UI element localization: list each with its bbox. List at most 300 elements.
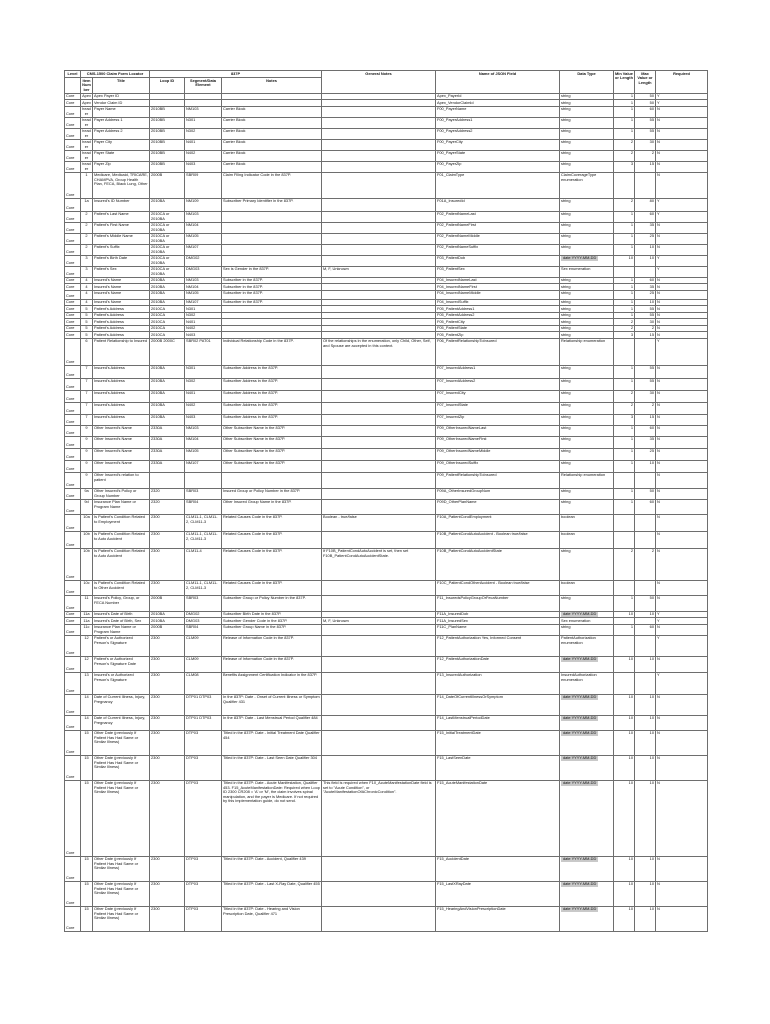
table-cell-title: Date of Current Illness, Injury, Pregnancy bbox=[93, 715, 150, 730]
table-cell-min: 10 bbox=[614, 780, 635, 856]
table-cell-loop-id: 2010CA bbox=[150, 325, 185, 332]
table-cell-loop-id: 2010CA bbox=[150, 306, 185, 313]
table-cell-max: 60 bbox=[635, 499, 656, 514]
table-cell-title: Other Insured's Name bbox=[93, 448, 150, 460]
table-cell-title: Payer State bbox=[93, 150, 150, 161]
table-cell-max: 55 bbox=[635, 378, 656, 390]
table-cell-min bbox=[614, 672, 635, 694]
table-cell-data-type: boolean bbox=[560, 531, 614, 548]
date-type-highlight: date YYYY-MM-DD bbox=[563, 780, 597, 785]
table-cell-max: 50 bbox=[635, 595, 656, 611]
table-cell-min: 10 bbox=[614, 881, 635, 906]
table-row bbox=[65, 244, 708, 255]
table-cell-data-type bbox=[560, 780, 614, 856]
table-cell-level: Core bbox=[65, 414, 81, 425]
table-cell-level: Core bbox=[65, 611, 81, 618]
table-cell-837p-notes: Subscriber Group Name in the 837P. bbox=[222, 624, 322, 635]
table-cell-min bbox=[614, 338, 635, 365]
table-cell-data-type bbox=[560, 730, 614, 755]
table-cell-item-number: 11a bbox=[81, 611, 93, 618]
table-cell-max: 50 bbox=[635, 488, 656, 499]
table-cell-title: Payer Address 2 bbox=[93, 128, 150, 139]
table-cell-title: Is Patient's Condition Related to Other Accident bbox=[93, 580, 150, 595]
table-cell-title: Other Date (previously If Patient Has Had Same or Similar Illness) bbox=[93, 730, 150, 755]
date-type-highlight: date YYYY-MM-DD bbox=[563, 715, 597, 720]
table-cell-json-field: F15_AccidentDate bbox=[436, 856, 560, 881]
table-cell-title: Patient's Last Name bbox=[93, 211, 150, 222]
table-cell-item-number: 5 bbox=[81, 332, 93, 339]
table-cell-segment: N302 bbox=[185, 378, 222, 390]
table-cell-title: Patient's Middle Name bbox=[93, 233, 150, 244]
table-cell-json-field: F03_PatientDob bbox=[436, 255, 560, 266]
table-cell-item-number: 7 bbox=[81, 378, 93, 390]
table-cell-max bbox=[635, 635, 656, 656]
table-cell-title: Insured's ID Number bbox=[93, 198, 150, 211]
table-cell-title: Other Date (previously If Patient Has Had Same or Similar Illness) bbox=[93, 856, 150, 881]
table-cell-data-type bbox=[560, 906, 614, 931]
table-cell-level: Core bbox=[65, 906, 81, 931]
table-cell-level: Core bbox=[65, 402, 81, 414]
table-cell-min: 3 bbox=[614, 332, 635, 339]
table-cell-general-notes bbox=[322, 694, 436, 715]
table-cell-max: 30 bbox=[635, 390, 656, 402]
table-cell-general-notes bbox=[322, 755, 436, 780]
table-cell-json-field: Apex_PayerId bbox=[436, 93, 560, 100]
table-cell-837p-notes: Release of Information Code in the 837P. bbox=[222, 635, 322, 656]
table-cell-max: 10 bbox=[635, 780, 656, 856]
table-cell-max: 30 bbox=[635, 319, 656, 326]
header-required: Required bbox=[656, 71, 708, 94]
table-cell-min: 1 bbox=[614, 244, 635, 255]
table-cell-min: 1 bbox=[614, 312, 635, 319]
table-cell-json-field: F05_PatientState bbox=[436, 325, 560, 332]
table-cell-min: 3 bbox=[614, 161, 635, 172]
table-cell-loop-id: 2300 bbox=[150, 672, 185, 694]
table-cell-min: 1 bbox=[614, 211, 635, 222]
table-cell-loop-id: 2010BA bbox=[150, 618, 185, 625]
table-cell-level: Core bbox=[65, 266, 81, 277]
table-cell-data-type: string bbox=[560, 306, 614, 313]
table-cell-json-field: F01_ClaimType bbox=[436, 172, 560, 198]
table-cell-max: 2 bbox=[635, 402, 656, 414]
table-cell-json-field: F09_OtherInsuredNameFirst bbox=[436, 436, 560, 448]
table-cell-level: Core bbox=[65, 580, 81, 595]
table-cell-segment: N301 bbox=[185, 306, 222, 313]
table-cell-required: N bbox=[656, 172, 708, 198]
table-cell-title: Insured's or Authorized Person's Signature bbox=[93, 672, 150, 694]
table-row bbox=[65, 172, 708, 198]
table-cell-loop-id: 2010CA or 2010BA bbox=[150, 222, 185, 233]
table-cell-min: 10 bbox=[614, 656, 635, 672]
table-cell-max: 55 bbox=[635, 117, 656, 128]
table-cell-item-number: 9d bbox=[81, 499, 93, 514]
table-cell-837p-notes: Related Causes Code in the 837P. bbox=[222, 548, 322, 580]
table-cell-json-field: F01A_InsuredId bbox=[436, 198, 560, 211]
table-cell-general-notes bbox=[322, 244, 436, 255]
table-cell-general-notes bbox=[322, 672, 436, 694]
table-cell-general-notes bbox=[322, 595, 436, 611]
table-cell-required: N bbox=[656, 319, 708, 326]
table-row bbox=[65, 881, 708, 906]
table-cell-data-type: string bbox=[560, 499, 614, 514]
table-cell-max: 10 bbox=[635, 715, 656, 730]
table-cell-segment: N302 bbox=[185, 128, 222, 139]
table-cell-item-number: 5 bbox=[81, 325, 93, 332]
table-cell-loop-id: 2010CA or 2010BA bbox=[150, 211, 185, 222]
table-cell-level: Core bbox=[65, 425, 81, 436]
table-cell-required: Y bbox=[656, 672, 708, 694]
table-cell-data-type: string bbox=[560, 139, 614, 150]
table-cell-json-field: F05_PatientAddress2 bbox=[436, 312, 560, 319]
table-cell-level: Core bbox=[65, 635, 81, 656]
table-cell-title: Medicare, Medicaid, TRICARE, CHAMPVA, Group Health Plan, FECA, Black Lung, Other bbox=[93, 172, 150, 198]
table-cell-loop-id: 2330A bbox=[150, 448, 185, 460]
table-cell-min bbox=[614, 266, 635, 277]
table-cell-item-number: 11c bbox=[81, 624, 93, 635]
table-cell-level: Core bbox=[65, 378, 81, 390]
table-cell-item-number: header bbox=[82, 117, 91, 127]
table-cell-loop-id: 2010CA or 2010BA bbox=[150, 244, 185, 255]
table-cell-segment: DMG03 bbox=[185, 618, 222, 625]
table-cell-json-field: F00_PayerCity bbox=[436, 139, 560, 150]
table-cell-segment: CLM08 bbox=[185, 672, 222, 694]
table-cell-required: N bbox=[656, 881, 708, 906]
table-cell-required: N bbox=[656, 325, 708, 332]
table-cell-max: 25 bbox=[635, 290, 656, 299]
table-cell-837p-notes: Subscriber Address in the 837P. bbox=[222, 365, 322, 378]
table-cell-data-type: string bbox=[560, 93, 614, 100]
table-cell-general-notes: This field is required when F10_AcuteManifestationDate field is set to "Acute Condition", or "AcuteManifestationOfAChronicCondition". bbox=[322, 780, 436, 856]
table-cell-data-type bbox=[560, 694, 614, 715]
table-cell-max: 10 bbox=[635, 611, 656, 618]
table-cell-title: Patient's Address bbox=[93, 312, 150, 319]
table-cell-max bbox=[635, 672, 656, 694]
table-cell-json-field: F11A_InsuredDob bbox=[436, 611, 560, 618]
table-cell-837p-notes: Subscriber in the 837P. bbox=[222, 284, 322, 291]
table-cell-segment: NM103 bbox=[185, 211, 222, 222]
header-segment: Segment/Data Element bbox=[185, 78, 222, 94]
table-cell-general-notes: If F10B_PatientCondAutoAccident is set, then set F10B_PatientCondAutoAccidentState. bbox=[322, 548, 436, 580]
table-row bbox=[65, 595, 708, 611]
table-row bbox=[65, 580, 708, 595]
table-cell-segment: N403 bbox=[185, 161, 222, 172]
table-cell-segment: DTP03 bbox=[185, 730, 222, 755]
table-cell-required: N bbox=[656, 448, 708, 460]
table-cell-max: 10 bbox=[635, 906, 656, 931]
table-cell-loop-id: 2300 bbox=[150, 755, 185, 780]
table-cell-min: 1 bbox=[614, 290, 635, 299]
table-cell-title: Payer Name bbox=[93, 106, 150, 117]
table-cell-loop-id: 2010BA bbox=[150, 378, 185, 390]
table-cell-max bbox=[635, 580, 656, 595]
table-cell-item-number: 2 bbox=[81, 233, 93, 244]
table-row bbox=[65, 436, 708, 448]
table-cell-title: Patient's Birth Date bbox=[93, 255, 150, 266]
table-cell-max: 10 bbox=[635, 856, 656, 881]
table-cell-837p-notes bbox=[222, 233, 322, 244]
table-cell-max: 60 bbox=[635, 425, 656, 436]
table-cell-general-notes bbox=[322, 365, 436, 378]
header-title: Title bbox=[93, 78, 150, 94]
table-row bbox=[65, 624, 708, 635]
table-cell-general-notes bbox=[322, 106, 436, 117]
table-cell-segment: NM105 bbox=[185, 233, 222, 244]
table-cell-segment: NM104 bbox=[185, 284, 222, 291]
table-cell-general-notes bbox=[322, 402, 436, 414]
table-cell-segment: DTP03 bbox=[185, 856, 222, 881]
table-cell-837p-notes: Related Causes Code in the 837P. bbox=[222, 514, 322, 531]
table-cell-max: 10 bbox=[635, 255, 656, 266]
table-cell-data-type: string bbox=[560, 365, 614, 378]
table-cell-level: Core bbox=[65, 365, 81, 378]
table-cell-loop-id: 2010BB bbox=[150, 128, 185, 139]
table-row bbox=[65, 635, 708, 656]
table-cell-json-field: F02_PatientNameLast bbox=[436, 211, 560, 222]
table-cell-title: Is Patient's Condition Related to Auto Accident bbox=[93, 548, 150, 580]
table-cell-segment: N401 bbox=[185, 139, 222, 150]
table-cell-json-field: F02_PatientNameSuffix bbox=[436, 244, 560, 255]
table-cell-general-notes bbox=[322, 198, 436, 211]
table-cell-max: 35 bbox=[635, 284, 656, 291]
table-cell-general-notes bbox=[322, 128, 436, 139]
table-cell-level: Core bbox=[65, 244, 81, 255]
table-cell-level: Core bbox=[65, 656, 81, 672]
table-cell-general-notes bbox=[322, 436, 436, 448]
table-row bbox=[65, 390, 708, 402]
table-cell-json-field: F11C_PlanName bbox=[436, 624, 560, 635]
table-cell-json-field: F15_AcuteManifestationDate bbox=[436, 780, 560, 856]
table-cell-loop-id: 2010CA or 2010BA bbox=[150, 255, 185, 266]
table-cell-segment: NM103 bbox=[185, 277, 222, 284]
table-cell-title: Patient's Suffix bbox=[93, 244, 150, 255]
table-cell-837p-notes: Other Subscriber Name in the 837P. bbox=[222, 436, 322, 448]
table-cell-837p-notes: Individual Relationship Code in the 837P. bbox=[222, 338, 322, 365]
table-cell-segment: SBR03 bbox=[185, 488, 222, 499]
table-cell-data-type bbox=[560, 656, 614, 672]
table-cell-837p-notes: Titled in the 837P: Date - Acute Manifestation, Qualifier 453. F15_AcuteManifestationDate: Required when Loop ID 2300 CR208 = 'A' or 'M', the claim involves spinal manipulation, and the payer is Medicare. If not required by this implementation guide, do not send. bbox=[222, 780, 322, 856]
table-cell-title: Insured's Name bbox=[93, 299, 150, 306]
table-cell-general-notes bbox=[322, 488, 436, 499]
table-cell-max: 15 bbox=[635, 161, 656, 172]
table-cell-segment: N403 bbox=[185, 332, 222, 339]
table-cell-json-field: F14_LastMenstrualPeriodDate bbox=[436, 715, 560, 730]
table-cell-data-type: InsuredAuthorization enumeration bbox=[560, 672, 614, 694]
table-cell-min: 1 bbox=[614, 595, 635, 611]
table-cell-segment: NM109 bbox=[185, 198, 222, 211]
header-json-field: Name of JSON Field bbox=[436, 71, 560, 94]
table-cell-general-notes bbox=[322, 139, 436, 150]
table-cell-loop-id: 2000B 2000C bbox=[150, 338, 185, 365]
table-row bbox=[65, 139, 708, 150]
table-cell-json-field: F02_PatientNameMiddle bbox=[436, 233, 560, 244]
table-cell-json-field: F00_PayerState bbox=[436, 150, 560, 161]
table-cell-level: Core bbox=[65, 312, 81, 319]
table-cell-json-field: F15_InitialTreatmentDate bbox=[436, 730, 560, 755]
table-cell-max: 25 bbox=[635, 448, 656, 460]
table-cell-max: 60 bbox=[635, 277, 656, 284]
table-cell-general-notes: M, F, Unknown bbox=[322, 618, 436, 625]
table-cell-json-field: F07_InsuredCity bbox=[436, 390, 560, 402]
table-cell-level: Core bbox=[65, 472, 81, 488]
table-cell-required: N bbox=[656, 222, 708, 233]
table-cell-level: Core bbox=[65, 128, 81, 139]
table-cell-loop-id: 2010BA bbox=[150, 284, 185, 291]
table-cell-required: N bbox=[656, 365, 708, 378]
table-cell-required: N bbox=[656, 856, 708, 881]
table-cell-item-number: 5 bbox=[81, 319, 93, 326]
table-cell-required: N bbox=[656, 402, 708, 414]
table-cell-segment: N402 bbox=[185, 150, 222, 161]
table-cell-837p-notes: Benefits Assignment Certification Indicator in the 837P. bbox=[222, 672, 322, 694]
table-cell-general-notes bbox=[322, 211, 436, 222]
table-cell-min: 1 bbox=[614, 93, 635, 100]
table-cell-data-type: Sex enumeration bbox=[560, 266, 614, 277]
table-cell-max: 25 bbox=[635, 233, 656, 244]
table-cell-837p-notes: Titled in the 837P: Date - Initial Treatment Date Qualifier 454 bbox=[222, 730, 322, 755]
date-type-highlight: date YYYY-MM-DD bbox=[563, 881, 597, 886]
header-cms-locator: CMS-1500 Claim Form Locator bbox=[81, 71, 150, 78]
table-cell-item-number: 11 bbox=[81, 595, 93, 611]
header-max: Max Value or Length bbox=[635, 71, 656, 94]
table-cell-required: N bbox=[656, 233, 708, 244]
table-cell-837p-notes: Related Causes Code in the 837P. bbox=[222, 531, 322, 548]
table-cell-json-field: F07_InsuredState bbox=[436, 402, 560, 414]
table-cell-837p-notes: Other Subscriber Name in the 837P. bbox=[222, 425, 322, 436]
table-cell-837p-notes: Titled in the 837P: Date - Hearing and Vision Prescription Date, Qualifier 471 bbox=[222, 906, 322, 931]
table-cell-general-notes bbox=[322, 499, 436, 514]
table-cell-required: N bbox=[656, 531, 708, 548]
table-cell-837p-notes: Subscriber in the 837P. bbox=[222, 277, 322, 284]
table-cell-item-number: 12 bbox=[81, 635, 93, 656]
table-cell-required: N bbox=[656, 414, 708, 425]
table-cell-837p-notes bbox=[222, 211, 322, 222]
header-data-type: Data Type bbox=[560, 71, 614, 94]
table-cell-loop-id bbox=[150, 472, 185, 488]
table-cell-title: Insured's Name bbox=[93, 277, 150, 284]
table-cell-837p-notes: Other Insured Group Name in the 837P. bbox=[222, 499, 322, 514]
table-cell-level: Core bbox=[65, 694, 81, 715]
table-cell-json-field: F09_OtherInsuredNameLast bbox=[436, 425, 560, 436]
table-cell-min: 1 bbox=[614, 378, 635, 390]
header-item-number: Item Number bbox=[82, 77, 91, 92]
table-cell-segment: N402 bbox=[185, 402, 222, 414]
table-cell-general-notes bbox=[322, 425, 436, 436]
table-cell-min: 2 bbox=[614, 325, 635, 332]
table-cell-min bbox=[614, 635, 635, 656]
table-cell-segment: DTP01 DTP03 bbox=[185, 694, 222, 715]
table-cell-min: 10 bbox=[614, 906, 635, 931]
table-cell-loop-id: 2010BA bbox=[150, 390, 185, 402]
header-general-notes: General Notes bbox=[322, 71, 436, 94]
table-cell-data-type: string bbox=[560, 425, 614, 436]
table-cell-level: Core bbox=[65, 499, 81, 514]
table-row bbox=[65, 338, 708, 365]
table-header bbox=[65, 71, 708, 94]
table-cell-general-notes bbox=[322, 255, 436, 266]
table-cell-general-notes bbox=[322, 172, 436, 198]
table-cell-min: 1 bbox=[614, 624, 635, 635]
table-cell-required: Y bbox=[656, 255, 708, 266]
table-cell-json-field: F09_PatientRelationshipToInsured bbox=[436, 472, 560, 488]
table-cell-max: 55 bbox=[635, 365, 656, 378]
table-row bbox=[65, 378, 708, 390]
table-cell-837p-notes: In the 837P: Date - Last Menstrual Period Qualifier 484 bbox=[222, 715, 322, 730]
table-cell-general-notes bbox=[322, 715, 436, 730]
table-cell-item-number: 10b bbox=[81, 548, 93, 580]
table-cell-json-field: F14_DateOfCurrentIllnessOrSymptom bbox=[436, 694, 560, 715]
table-cell-required: Y bbox=[656, 266, 708, 277]
table-cell-segment: NM104 bbox=[185, 436, 222, 448]
table-cell-max: 10 bbox=[635, 460, 656, 472]
table-cell-json-field: F04_InsuredNameLast bbox=[436, 277, 560, 284]
table-cell-max: 10 bbox=[635, 299, 656, 306]
table-row bbox=[65, 730, 708, 755]
table-cell-data-type: string bbox=[560, 319, 614, 326]
table-cell-level: Core bbox=[65, 548, 81, 580]
table-cell-segment: NM105 bbox=[185, 448, 222, 460]
table-cell-required: N bbox=[656, 277, 708, 284]
table-cell-required: N bbox=[656, 290, 708, 299]
table-cell-level: Core bbox=[65, 106, 81, 117]
table-cell-segment: DTP03 bbox=[185, 906, 222, 931]
table-cell-item-number: Apex bbox=[82, 99, 91, 105]
table-cell-segment: CLM09 bbox=[185, 635, 222, 656]
table-cell-segment: DTP03 bbox=[185, 755, 222, 780]
table-cell-level: Core bbox=[65, 436, 81, 448]
table-cell-segment: NM107 bbox=[185, 299, 222, 306]
table-cell-json-field: F07_InsuredAddress2 bbox=[436, 378, 560, 390]
table-cell-required: N bbox=[656, 730, 708, 755]
table-cell-min: 10 bbox=[614, 730, 635, 755]
table-cell-837p-notes: Subscriber Address in the 837P. bbox=[222, 402, 322, 414]
table-cell-title: Patient's Address bbox=[93, 325, 150, 332]
table-cell-max: 10 bbox=[635, 755, 656, 780]
table-row bbox=[65, 211, 708, 222]
table-cell-json-field: F10A_PatientCondEmployment bbox=[436, 514, 560, 531]
table-cell-data-type: string bbox=[560, 378, 614, 390]
table-cell-min: 1 bbox=[614, 117, 635, 128]
table-cell-item-number: 10b bbox=[81, 531, 93, 548]
table-cell-required: Y bbox=[656, 100, 708, 107]
table-cell-data-type: string bbox=[560, 595, 614, 611]
table-cell-level: Core bbox=[65, 255, 81, 266]
table-cell-json-field: F05_PatientCity bbox=[436, 319, 560, 326]
table-cell-general-notes: M, F, Unknown bbox=[322, 266, 436, 277]
table-cell-segment bbox=[185, 472, 222, 488]
table-cell-max: 10 bbox=[635, 881, 656, 906]
table-row bbox=[65, 488, 708, 499]
table-cell-item-number: 4 bbox=[81, 284, 93, 291]
table-cell-837p-notes: Claim Filing Indicator Code in the 837P. bbox=[222, 172, 322, 198]
table-cell-segment: NM104 bbox=[185, 222, 222, 233]
table-cell-general-notes bbox=[322, 635, 436, 656]
table-cell-title: Payer Address 1 bbox=[93, 117, 150, 128]
table-cell-json-field: F10B_PatientCondAutoAccidentState bbox=[436, 548, 560, 580]
table-cell-data-type: string bbox=[560, 161, 614, 172]
table-cell-item-number: 5 bbox=[81, 306, 93, 313]
table-cell-title: Other Insured's Name bbox=[93, 436, 150, 448]
table-cell-required: N bbox=[656, 378, 708, 390]
table-cell-level: Core bbox=[65, 325, 81, 332]
table-row bbox=[65, 656, 708, 672]
table-cell-min bbox=[614, 172, 635, 198]
table-cell-data-type: string bbox=[560, 548, 614, 580]
table-cell-data-type: Relationship enumeration bbox=[560, 472, 614, 488]
table-cell-json-field: F12_PatientAuthorization Yes, Informed Consent bbox=[436, 635, 560, 656]
table-cell-level: Core bbox=[65, 390, 81, 402]
table-cell-required: N bbox=[656, 299, 708, 306]
table-cell-item-number: 7 bbox=[81, 414, 93, 425]
